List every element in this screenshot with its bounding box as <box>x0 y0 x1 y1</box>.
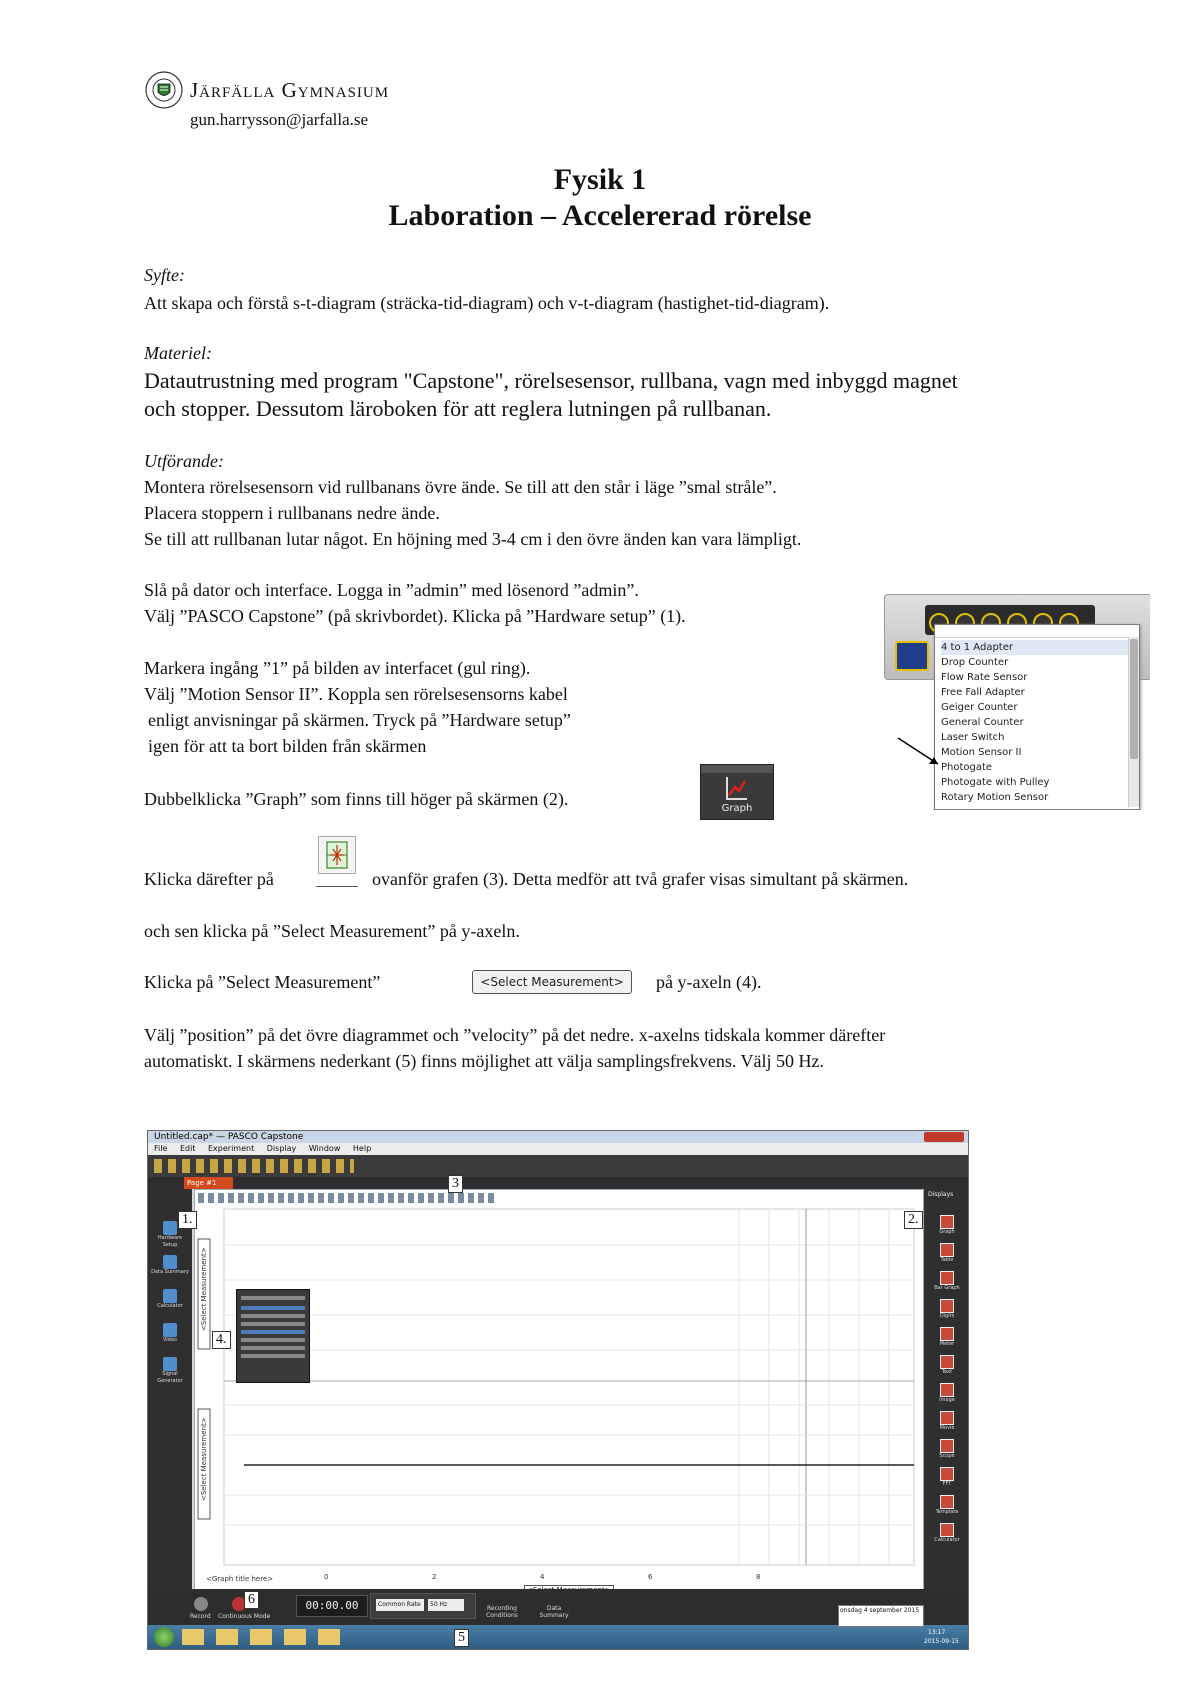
display-icon <box>940 1327 954 1341</box>
page-subtitle: Laboration – Accelererad rörelse <box>388 199 812 232</box>
tool-item[interactable] <box>150 1357 190 1387</box>
graph-tool-image <box>700 764 774 820</box>
tool-icon <box>163 1221 177 1235</box>
tool-label: Data Summary <box>151 1269 189 1275</box>
left-tools-list <box>150 1221 190 1391</box>
display-label: FFT <box>942 1481 952 1487</box>
graph-icon-label: Graph <box>721 803 753 814</box>
input-1-port[interactable] <box>895 641 929 671</box>
graph-toolbar[interactable] <box>198 1193 498 1203</box>
x-tick-label: 4 <box>540 1573 545 1581</box>
graph-area <box>194 1205 922 1589</box>
display-item[interactable] <box>928 1439 966 1463</box>
author-email[interactable]: gun.harrysson@jarfalla.se <box>190 110 369 129</box>
sensor-list-item[interactable]: 4 to 1 Adapter <box>941 640 1139 655</box>
select-measurement-button[interactable]: <Select Measurement> <box>472 970 632 994</box>
split-graph-icon <box>319 837 355 873</box>
tab-row <box>148 1177 968 1189</box>
y-axis-label-top[interactable]: <Select Measurement> <box>200 1247 208 1331</box>
recording-conditions-button[interactable]: Recording Conditions <box>486 1605 518 1619</box>
menu-item[interactable]: Help <box>352 1144 372 1153</box>
toolbar-icons[interactable] <box>154 1159 354 1173</box>
tool-label: Video <box>162 1337 177 1343</box>
window-title: Untitled.cap* — PASCO Capstone <box>154 1132 304 1142</box>
display-label: Scope <box>939 1453 955 1459</box>
materiel-line-2: och stopper. Dessutom läroboken för att reglera lutningen på rullbanan. <box>144 396 772 421</box>
display-icon <box>940 1439 954 1453</box>
callout-2: 2. <box>904 1211 923 1229</box>
tool-item[interactable] <box>150 1289 190 1319</box>
display-label: Text <box>941 1369 953 1375</box>
display-icon <box>940 1271 954 1285</box>
tray-note: onsdag 4 september 2015 <box>838 1605 924 1627</box>
materiel-line-1: Datautrustning med program "Capstone", rörelsesensor, rullbana, vagn med inbyggd magnet <box>144 368 958 393</box>
tool-label: Signal Generator <box>157 1371 183 1384</box>
step-text: på y-axeln (4). <box>656 972 762 992</box>
display-item[interactable] <box>928 1355 966 1379</box>
utforande-line: Placera stoppern i rullbanans nedre ände. <box>144 503 440 523</box>
materiel-heading: Materiel: <box>144 343 212 363</box>
step-text: enligt anvisningar på skärmen. Tryck på ”Hardware setup” <box>148 710 571 730</box>
tool-icon <box>163 1357 177 1371</box>
step-text: Välj ”position” på det övre diagrammet och ”velocity” på det nedre. x-axelns tidskala kommer därefter <box>144 1025 886 1045</box>
display-item[interactable] <box>928 1327 966 1351</box>
display-item[interactable] <box>928 1243 966 1267</box>
school-logo <box>144 70 184 110</box>
display-label: Digits <box>939 1313 955 1319</box>
step-text: Välj ”Motion Sensor II”. Koppla sen rörelsesensorns kabel <box>144 684 568 704</box>
syfte-heading: Syfte: <box>144 265 185 285</box>
sensor-list-item[interactable]: General Counter <box>941 717 1024 728</box>
step-text: ovanför grafen (3). Detta medför att två grafer visas simultant på skärmen. <box>372 869 909 889</box>
displays-label: Displays <box>928 1191 954 1198</box>
display-item[interactable] <box>928 1411 966 1435</box>
window-controls[interactable] <box>924 1132 964 1142</box>
display-icon <box>940 1243 954 1257</box>
sensor-list-item[interactable]: Rotary Motion Sensor <box>941 792 1049 803</box>
sensor-dropdown[interactable] <box>934 624 1140 810</box>
sample-mode-select[interactable]: Common Rate <box>376 1599 424 1611</box>
sensor-list-item[interactable]: Free Fall Adapter <box>941 687 1025 698</box>
right-tools-list <box>928 1215 966 1551</box>
window-title-bar <box>148 1131 969 1143</box>
sample-rate-select[interactable]: 50 Hz <box>428 1599 464 1611</box>
start-button[interactable] <box>154 1627 174 1647</box>
display-label: Template <box>935 1509 959 1515</box>
sensor-list <box>935 638 1139 805</box>
callout-1: 1. <box>178 1211 197 1229</box>
sensor-list-item[interactable]: Geiger Counter <box>941 702 1018 713</box>
step-text: Dubbelklicka ”Graph” som finns till höger på skärmen (2). <box>144 789 569 809</box>
step-text: Välj ”PASCO Capstone” (på skrivbordet). Klicka på ”Hardware setup” (1). <box>144 606 686 626</box>
continuous-mode-label: Continuous Mode <box>218 1613 271 1620</box>
display-item[interactable] <box>928 1495 966 1519</box>
two-graphs-icon <box>318 836 356 874</box>
sensor-list-item[interactable]: Laser Switch <box>941 732 1005 743</box>
display-label: Calculator <box>934 1537 960 1543</box>
sensor-list-item[interactable]: Drop Counter <box>941 657 1009 668</box>
display-label: Meter <box>939 1341 955 1347</box>
callout-6: 6 <box>244 1591 259 1609</box>
arrow-icon <box>896 734 946 774</box>
display-label: Image <box>939 1397 955 1403</box>
display-label: Graph <box>939 1229 955 1235</box>
callout-5: 5 <box>454 1629 469 1647</box>
display-icon <box>940 1523 954 1537</box>
sensor-list-item[interactable]: Photogate <box>941 762 993 773</box>
tool-item[interactable] <box>150 1255 190 1285</box>
menu-item[interactable]: Experiment <box>207 1144 255 1153</box>
clock-time: 13:17 <box>928 1629 946 1636</box>
tool-label: Calculator <box>157 1303 183 1309</box>
utforande-line: Montera rörelsesensorn vid rullbanans övre ände. Se till att den står i läge ”smal stråle”. <box>144 477 777 497</box>
display-icon <box>940 1495 954 1509</box>
clock-date: 2015-09-15 <box>924 1638 959 1645</box>
menu-item[interactable]: Edit <box>179 1144 196 1153</box>
display-item[interactable] <box>928 1523 966 1547</box>
step-text: Klicka på ”Select Measurement” <box>144 972 381 992</box>
display-label: Table <box>940 1257 954 1263</box>
display-icon <box>940 1383 954 1397</box>
timer-display: 00:00.00 <box>296 1595 368 1617</box>
menu-bar <box>148 1143 969 1155</box>
display-icon <box>940 1215 954 1229</box>
menu-item[interactable]: File <box>154 1144 168 1153</box>
graph-title[interactable]: <Graph title here> <box>206 1575 274 1583</box>
menu-item[interactable]: Display <box>266 1144 297 1153</box>
display-item[interactable] <box>928 1383 966 1407</box>
utforande-heading: Utförande: <box>144 451 224 471</box>
utforande-line: Se till att rullbanan lutar något. En höjning med 3-4 cm i den övre änden kan vara lämpligt. <box>144 529 802 549</box>
x-axis-ticks <box>194 1573 922 1583</box>
measurement-popup[interactable] <box>236 1289 310 1383</box>
x-tick-label: 2 <box>432 1573 437 1581</box>
display-icon <box>940 1467 954 1481</box>
record-label: Record <box>190 1613 211 1620</box>
tool-icon <box>163 1323 177 1337</box>
step-text: Markera ingång ”1” på bilden av interfacet (gul ring). <box>144 658 531 678</box>
display-label: Movie <box>939 1425 955 1431</box>
display-icon <box>940 1299 954 1313</box>
menu-item[interactable]: Window <box>308 1144 341 1153</box>
hardware-setup-screenshot <box>884 594 1150 810</box>
tab-page-1[interactable]: Page #1 <box>184 1177 233 1189</box>
display-item[interactable] <box>928 1299 966 1323</box>
x-tick-label: 8 <box>756 1573 761 1581</box>
callout-3: 3 <box>448 1175 463 1193</box>
step-text: Klicka därefter på <box>144 869 274 889</box>
display-label: Bar Graph <box>934 1285 960 1291</box>
y-axis-label-bottom[interactable]: <Select Measurement> <box>200 1417 208 1501</box>
x-tick-label: 0 <box>324 1573 329 1581</box>
sensor-list-item[interactable]: Flow Rate Sensor <box>941 672 1028 683</box>
crest-icon <box>144 70 184 110</box>
tool-icon <box>163 1255 177 1269</box>
capstone-screenshot <box>147 1130 969 1650</box>
tool-item[interactable] <box>150 1323 190 1353</box>
display-icon <box>940 1355 954 1369</box>
display-icon <box>940 1411 954 1425</box>
step-text: automatiskt. I skärmens nederkant (5) finns möjlighet att välja samplingsfrekvens. Välj 50 Hz. <box>144 1051 825 1071</box>
tool-label: Hardware Setup <box>157 1235 183 1248</box>
step-text: igen för att ta bort bilden från skärmen <box>148 736 427 756</box>
step-text: Slå på dator och interface. Logga in ”admin” med lösenord ”admin”. <box>144 580 639 600</box>
display-item[interactable] <box>928 1271 966 1295</box>
syfte-text: Att skapa och förstå s-t-diagram (sträcka-tid-diagram) och v-t-diagram (hastighet-tid-diagram). <box>144 293 830 313</box>
taskbar-apps[interactable] <box>182 1629 352 1645</box>
x-tick-label: 6 <box>648 1573 653 1581</box>
school-name: Järfälla Gymnasium <box>190 78 390 102</box>
record-button[interactable] <box>194 1597 208 1611</box>
display-item[interactable] <box>928 1467 966 1491</box>
underline <box>316 886 358 887</box>
tool-icon <box>163 1289 177 1303</box>
data-summary-button[interactable]: Data Summary <box>539 1605 569 1619</box>
display-item[interactable] <box>928 1215 966 1239</box>
callout-4: 4. <box>212 1331 231 1349</box>
sensor-list-item[interactable]: Photogate with Pulley <box>941 777 1050 788</box>
page-title: Fysik 1 <box>553 163 647 196</box>
sensor-list-item[interactable]: Motion Sensor II <box>941 747 1022 758</box>
step-text: och sen klicka på ”Select Measurement” på y-axeln. <box>144 921 520 941</box>
scrollbar[interactable] <box>1128 637 1139 807</box>
